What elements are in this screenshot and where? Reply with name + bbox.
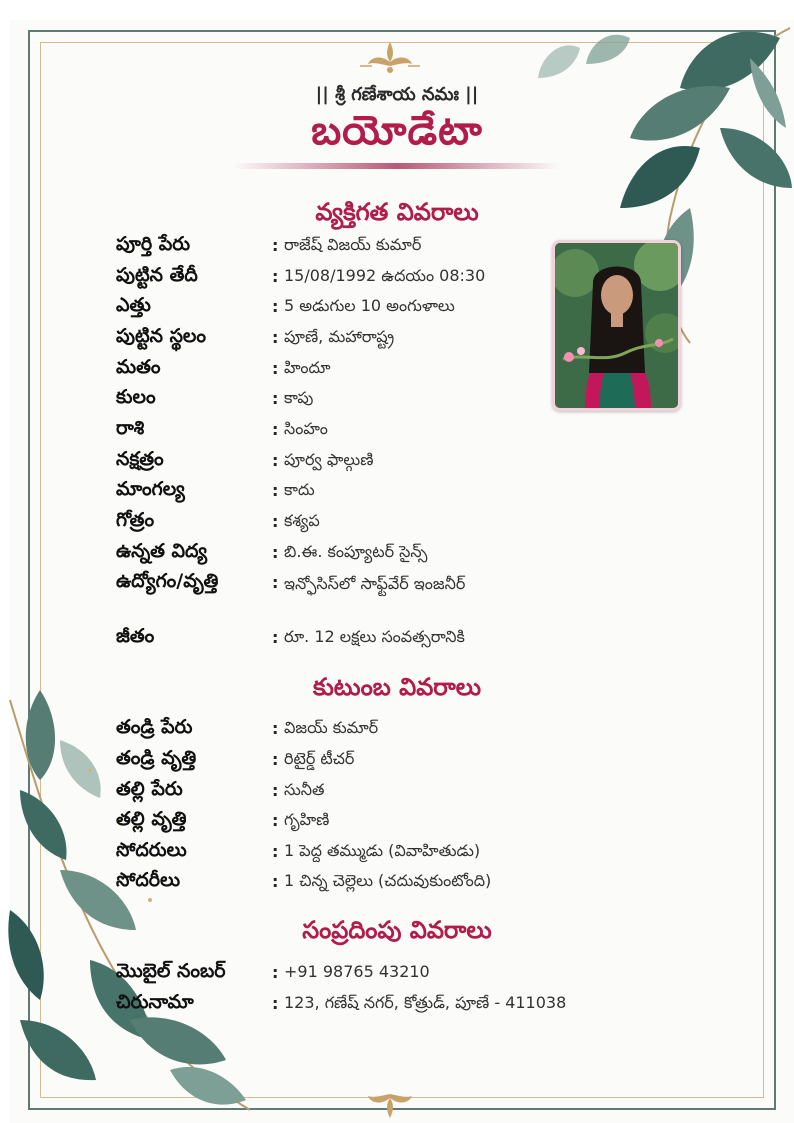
personal-detail-label: జీతం [116,625,155,647]
family-detail-label: తండ్రి పేరు [116,716,193,738]
colon-separator: : [272,543,279,562]
title-underline [234,163,560,169]
personal-detail-value: ఇన్ఫోసిస్‌లో సాఫ్ట్‌వేర్ ఇంజనీర్ [284,574,466,593]
personal-detail-label: ఉన్నత విద్య [116,540,208,562]
colon-separator: : [272,963,279,982]
personal-detail-row [116,386,596,412]
colon-separator: : [272,573,279,592]
family-detail-value: రిటైర్డ్ టీచర్ [284,749,355,768]
colon-separator: : [272,872,279,891]
family-detail-row [116,716,596,742]
invocation-text: || శ్రీ గణేశాయ నమః || [315,84,479,105]
personal-detail-label: పుట్టిన స్థలం [116,325,207,347]
colon-separator: : [272,328,279,347]
section-title-personal: వ్యక్తిగత వివరాలు [315,198,479,226]
personal-detail-row [116,570,596,596]
family-detail-value: 1 చిన్న చెల్లెలు (చదువుకుంటోంది) [284,871,492,890]
colon-separator: : [272,236,279,255]
personal-detail-value: పూర్వ ఫాల్గుణి [284,450,374,469]
personal-detail-label: ఉద్యోగం/వృత్తి [116,570,219,592]
personal-detail-value: కశ్యప [284,511,320,530]
colon-separator: : [272,267,279,286]
family-detail-label: తండ్రి వృత్తి [116,747,197,769]
contact-detail-row [116,960,596,986]
profile-photo-illustration-icon [555,243,678,408]
personal-detail-label: మతం [116,356,161,378]
colon-separator: : [272,420,279,439]
personal-detail-row [116,540,596,566]
personal-detail-label: గోత్రం [116,509,155,531]
contact-detail-value: 123, గణేష్ నగర్, కోత్రుడ్, పూణే - 411038 [284,993,567,1012]
colon-separator: : [272,512,279,531]
section-title-contact: సంప్రదింపు వివరాలు [302,916,492,944]
colon-separator: : [272,628,279,647]
personal-detail-label: పూర్తి పేరు [116,233,191,255]
colon-separator: : [272,451,279,470]
personal-detail-label: ఎత్తు [116,294,151,316]
contact-detail-label: చిరునామా [116,991,194,1013]
contact-detail-value: +91 98765 43210 [284,962,430,981]
personal-detail-label: రాశి [116,417,145,439]
personal-detail-value: బి.ఈ. కంప్యూటర్ సైన్స్ [284,542,428,561]
family-detail-value: విజయ్ కుమార్ [284,718,379,737]
personal-detail-label: నక్షత్రం [116,448,164,470]
personal-detail-value: సింహం [284,419,328,438]
family-detail-row [116,778,596,804]
family-detail-label: సోదరులు [116,839,187,861]
personal-detail-row [116,325,596,351]
colon-separator: : [272,994,279,1013]
personal-detail-value: రూ. 12 లక్షలు సంవత్సరానికి [284,627,465,646]
family-detail-label: తల్లి పేరు [116,778,183,800]
family-detail-label: తల్లి వృత్తి [116,808,187,830]
colon-separator: : [272,359,279,378]
colon-separator: : [272,842,279,861]
colon-separator: : [272,297,279,316]
family-detail-row [116,839,596,865]
personal-detail-row [116,509,596,535]
colon-separator: : [272,811,279,830]
personal-detail-value: రాజేష్ విజయ్ కుమార్ [284,235,422,254]
family-detail-value: సునీత [284,780,325,799]
personal-detail-row [116,625,596,651]
personal-detail-row [116,264,596,290]
personal-detail-label: మాంగల్య [116,478,185,500]
personal-detail-value: హిందూ [284,358,331,377]
personal-detail-value: కాదు [284,480,315,499]
personal-detail-label: పుట్టిన తేదీ [116,264,198,286]
colon-separator: : [272,389,279,408]
family-detail-row [116,747,596,773]
personal-detail-value: కాపు [284,388,314,407]
family-detail-value: గృహిణి [284,810,330,829]
top-ornament-icon [358,40,422,80]
colon-separator: : [272,481,279,500]
family-detail-label: సోదరీలు [116,869,181,891]
section-title-family: కుటుంబ వివరాలు [312,673,482,701]
profile-photo [552,240,681,411]
personal-detail-value: 5 అడుగుల 10 అంగుళాలు [284,296,455,315]
colon-separator: : [272,719,279,738]
contact-detail-label: మొబైల్ నంబర్ [116,960,226,982]
colon-separator: : [272,750,279,769]
personal-detail-value: 15/08/1992 ఉదయం 08:30 [284,266,486,285]
page-title: బయోడేటా [311,108,483,154]
personal-detail-row [116,478,596,504]
personal-detail-row [116,417,596,443]
personal-detail-row [116,294,596,320]
personal-detail-row [116,356,596,382]
colon-separator: : [272,781,279,800]
contact-detail-row [116,991,596,1017]
personal-detail-row [116,233,596,259]
family-detail-row [116,808,596,834]
bottom-ornament-icon [358,1090,422,1120]
family-detail-row [116,869,596,895]
personal-detail-value: పూణే, మహారాష్ట్ర [284,327,395,346]
personal-detail-row [116,448,596,474]
family-detail-value: 1 పెద్ద తమ్ముడు (వివాహితుడు) [284,841,481,860]
personal-detail-label: కులం [116,386,156,408]
